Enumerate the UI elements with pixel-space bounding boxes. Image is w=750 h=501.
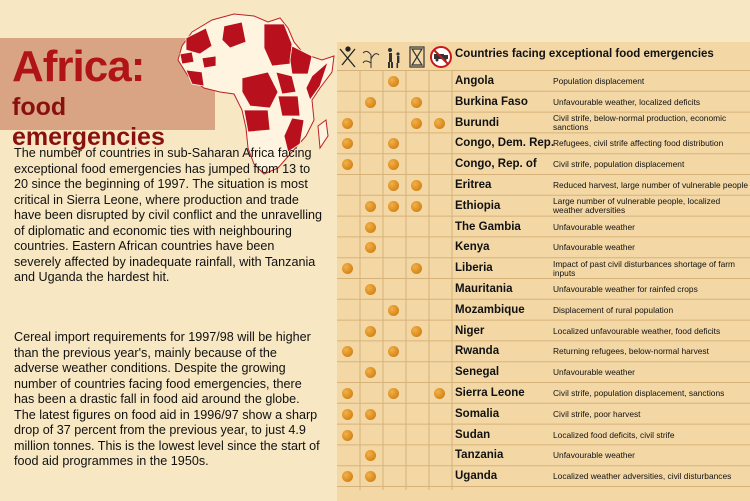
factor-dot bbox=[365, 450, 376, 461]
factor-dot bbox=[388, 76, 399, 87]
page-title: Africa: bbox=[12, 42, 145, 91]
factor-dot bbox=[365, 97, 376, 108]
table-row bbox=[337, 466, 750, 487]
emergency-reason-text: Civil strife, population displacement, sanctions bbox=[553, 388, 725, 398]
factor-dot bbox=[411, 180, 422, 191]
emergency-reason bbox=[553, 362, 749, 383]
emergency-reason bbox=[553, 133, 749, 154]
country-name: Ethiopia bbox=[455, 199, 501, 212]
emergency-reason-text: Unfavourable weather bbox=[553, 221, 635, 232]
factor-dot bbox=[365, 367, 376, 378]
country-name: Angola bbox=[455, 75, 494, 87]
table-row bbox=[337, 113, 750, 134]
factor-dot bbox=[365, 284, 376, 295]
page-subtitle: food emergencies bbox=[12, 93, 165, 151]
factor-dot bbox=[342, 118, 353, 129]
factor-dot bbox=[411, 201, 422, 212]
emergency-reason bbox=[553, 237, 749, 258]
emergency-reason bbox=[553, 321, 749, 342]
factor-dot bbox=[434, 388, 445, 399]
country-name: Burkina Faso bbox=[455, 95, 528, 108]
emergency-reason bbox=[553, 425, 749, 446]
factor-dot bbox=[342, 409, 353, 420]
wilted-plant-icon bbox=[363, 51, 379, 68]
table-row bbox=[337, 341, 750, 362]
country-name: Mauritania bbox=[455, 283, 513, 295]
table-row bbox=[337, 217, 750, 238]
factor-dot bbox=[365, 222, 376, 233]
table-row bbox=[337, 362, 750, 383]
emergency-reason bbox=[553, 258, 749, 279]
factor-dot bbox=[342, 430, 353, 441]
table-row bbox=[337, 258, 750, 279]
emergency-reason bbox=[553, 175, 749, 196]
emergency-reason-text: Large number of vulnerable people, localized weather adversities bbox=[553, 196, 721, 216]
country-name: Kenya bbox=[455, 241, 490, 254]
emergency-reason-text: Localized unfavourable weather, food deficits bbox=[553, 325, 721, 336]
factor-dot bbox=[365, 326, 376, 337]
emergency-reason-text: Civil strife, below-normal production, economic sanctions bbox=[553, 113, 727, 133]
factor-dot bbox=[342, 471, 353, 482]
table-row bbox=[337, 300, 750, 321]
factor-dot bbox=[342, 263, 353, 274]
factor-dot bbox=[388, 201, 399, 212]
emergency-reason bbox=[553, 92, 749, 113]
intro-paragraph: The number of countries in sub-Saharan Africa facing exceptional food emergencies has jumped from 13 to 20 since the beginning of 1997. The situation is most critical in Sierra Leone, where production and trade have been disrupted by civil conflict and the unravelling of diplomatic and economic ties with neighbouring countries. Eastern African countries have been severely affected by inadequate rainfall, with Tanzania and Uganda the hardest hit. bbox=[14, 146, 323, 284]
table-row bbox=[337, 383, 750, 404]
emergency-reason-text: Unfavourable weather bbox=[553, 367, 635, 378]
factor-dot bbox=[365, 242, 376, 253]
emergency-reason-text: Impact of past civil disturbances shortage of farm inputs bbox=[553, 258, 736, 278]
emergency-reason bbox=[553, 445, 749, 466]
country-name: Congo, Rep. of bbox=[455, 158, 537, 171]
country-name: The Gambia bbox=[455, 220, 521, 233]
emergency-reason bbox=[553, 279, 749, 300]
factor-dot bbox=[411, 97, 422, 108]
emergency-reason bbox=[553, 113, 749, 134]
table-row bbox=[337, 92, 750, 113]
emergency-reason bbox=[553, 217, 749, 238]
emergency-reason-text: Displacement of rural population bbox=[553, 304, 674, 315]
table-row bbox=[337, 279, 750, 300]
table-row bbox=[337, 154, 750, 175]
food-aid-paragraph: Cereal import requirements for 1997/98 will be higher than the previous year's, mainly because of the adverse weather conditions. Despite the growing number of countries facing food emergencies, there has been a drastic fall in food aid around the globe. The latest figures on food aid in 1996/97 show a sharp drop of 37 percent from the previous year, to just 4.9 million tonnes. This is the lowest level since the start of food aid programmes in the 1950s. bbox=[14, 330, 320, 468]
region-sierra-liberia bbox=[186, 70, 204, 86]
factor-dot bbox=[388, 346, 399, 357]
factor-dot bbox=[342, 138, 353, 149]
factor-dot bbox=[411, 326, 422, 337]
emergency-reason-text: Returning refugees, below-normal harvest bbox=[553, 346, 709, 357]
factor-dot bbox=[388, 180, 399, 191]
country-name: Mozambique bbox=[455, 303, 525, 316]
emergency-reason-text: Reduced harvest, large number of vulnerable people bbox=[553, 180, 749, 190]
table-row bbox=[337, 404, 750, 425]
table-row bbox=[337, 445, 750, 466]
emergency-reason-text: Population displacement bbox=[553, 76, 645, 86]
factor-dot bbox=[365, 409, 376, 420]
factor-dot bbox=[342, 159, 353, 170]
emergency-reason-text: Civil strife, population displacement bbox=[553, 159, 685, 170]
emergency-reason-text: Refugees, civil strife affecting food distribution bbox=[553, 138, 724, 149]
emergency-reason-text: Unfavourable weather bbox=[553, 242, 635, 253]
emergency-reason bbox=[553, 71, 749, 92]
emergency-reason-text: Civil strife, poor harvest bbox=[553, 408, 641, 419]
region-senegal-gambia bbox=[180, 52, 194, 64]
emergency-reason bbox=[553, 404, 749, 425]
madagascar bbox=[318, 120, 328, 148]
table-row bbox=[337, 71, 750, 92]
country-name: Liberia bbox=[455, 262, 493, 275]
table-row bbox=[337, 321, 750, 342]
table-row bbox=[337, 237, 750, 258]
table-row bbox=[337, 133, 750, 154]
country-name: Uganda bbox=[455, 470, 498, 483]
factor-dot bbox=[434, 118, 445, 129]
country-name: Tanzania bbox=[455, 449, 504, 462]
factor-dot bbox=[388, 138, 399, 149]
emergency-reason bbox=[553, 300, 749, 321]
region-angola bbox=[244, 110, 270, 132]
hourglass-icon bbox=[410, 47, 424, 67]
table-row bbox=[337, 425, 750, 446]
emergency-reason bbox=[553, 341, 749, 362]
walking-people-icon bbox=[388, 48, 400, 68]
factor-dot bbox=[388, 388, 399, 399]
country-name: Somalia bbox=[455, 407, 500, 420]
table-row bbox=[337, 175, 750, 196]
emergency-reason bbox=[553, 466, 749, 487]
emergency-reason-text: Unfavourable weather bbox=[553, 450, 635, 461]
factor-dot bbox=[411, 263, 422, 274]
factor-dot bbox=[388, 305, 399, 316]
emergency-reason bbox=[553, 154, 749, 175]
emergency-reason-text: Localized food deficits, civil strife bbox=[553, 429, 675, 440]
country-name: Burundi bbox=[455, 116, 500, 129]
country-name: Niger bbox=[455, 324, 485, 337]
factor-dot bbox=[342, 388, 353, 399]
emergency-reason bbox=[553, 196, 749, 217]
country-name: Senegal bbox=[455, 366, 500, 379]
country-name: Congo, Dem. Rep. bbox=[455, 137, 555, 150]
factor-dot bbox=[365, 471, 376, 482]
factor-dot bbox=[411, 118, 422, 129]
armed-figure-icon bbox=[340, 47, 355, 67]
country-name: Sierra Leone bbox=[455, 387, 525, 399]
country-name: Eritrea bbox=[455, 179, 492, 191]
factor-dot bbox=[365, 201, 376, 212]
column-icons bbox=[337, 43, 452, 71]
emergency-reason bbox=[553, 383, 749, 404]
factor-dot bbox=[388, 159, 399, 170]
emergency-reason-text: Unfavourable weather for rainfed crops bbox=[553, 284, 698, 294]
emergency-reason-text: Unfavourable weather, localized deficits bbox=[553, 96, 701, 107]
country-name: Sudan bbox=[455, 428, 491, 441]
country-name: Rwanda bbox=[455, 345, 500, 358]
table-heading: Countries facing exceptional food emergencies bbox=[455, 48, 714, 60]
region-burkina bbox=[202, 56, 216, 68]
region-tanzania bbox=[278, 96, 300, 116]
emergency-reason-text: Localized weather adversities, civil disturbances bbox=[553, 471, 732, 482]
region-eritrea-ethiopia bbox=[290, 46, 312, 74]
table-row bbox=[337, 196, 750, 217]
no-trade-truck-icon bbox=[431, 47, 451, 67]
factor-dot bbox=[342, 346, 353, 357]
